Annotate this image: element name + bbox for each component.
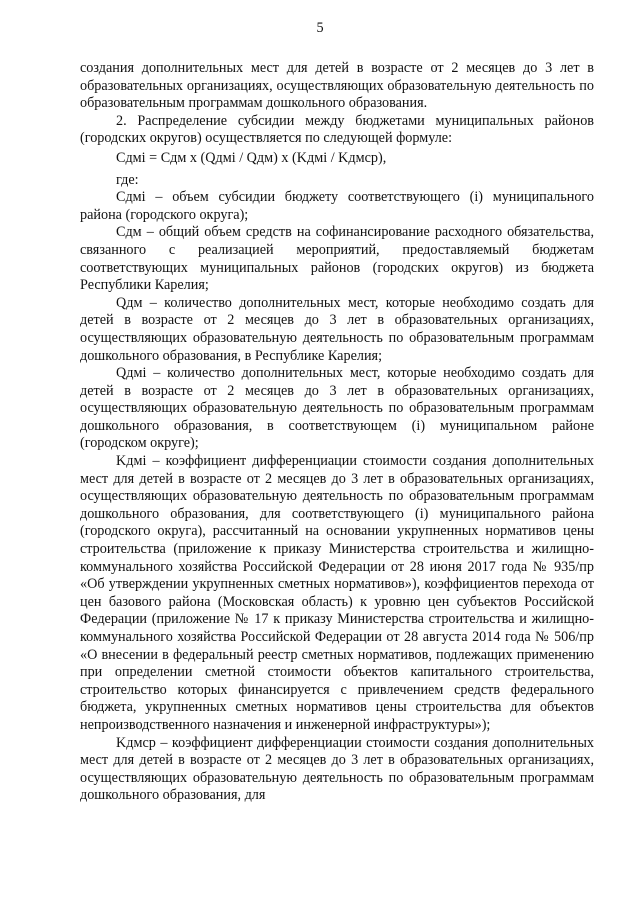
definition-qdm: Qдм – количество дополнительных мест, которые необходимо создать для детей в возрасте от 2 месяцев до 3 лет в образовательных организациях, осуществляющих образовательную деятельность по образовательным программам дошкольного образования, в Республике Карелия;: [80, 294, 594, 364]
definition-qdmi: Qдмi – количество дополнительных мест, которые необходимо создать для детей в возрасте от 2 месяцев до 3 лет в образовательных организациях, осуществляющих образовательную деятельность по образовательным программам дошкольного образования, в соответствующем (i) муниципальном районе (городском округе);: [80, 365, 594, 452]
definition-kdmi: Kдмi – коэффициент дифференциации стоимости создания дополнительных мест для детей в возрасте от 2 месяцев до 3 лет в образовательных организациях, осуществляющих образовательную деятельность по образовательным программам дошкольного образования, для соответствующего (i) муниципального района (городского округа), рассчитанный на основании укрупненных нормативов цены строительства (приложение к приказу Министерства строительства и жилищно-коммунального хозяйства Российской Федерации от 28 июня 2017 года № 935/пр «Об утверждении укрупненных сметных нормативов»), коэффициентов перехода от цен базового района (Московская область) к уровню цен субъектов Российской Федерации (приложение № 17 к приказу Министерства строительства и жилищно-коммунального хозяйства Российской Федерации от 28 августа 2014 года № 506/пр «О внесении в федеральный реестр сметных нормативов, подлежащих применению при определении сметной стоимости объектов капитального строительства, строительство которых финансируется с привлечением средств федерального бюджета, укрупненных сметных нормативов цены строительства для объектов непроизводственного назначения и инженерной инфраструктуры»);: [80, 453, 594, 733]
page-number: 5: [316, 20, 324, 36]
document-body: [80, 60, 594, 805]
paragraph-continuation: создания дополнительных мест для детей в возрасте от 2 месяцев до 3 лет в образовательных организациях, осуществляющих образовательную деятельность по образовательным программам дошкольного образования.: [80, 60, 594, 112]
definition-kdmsr: Kдмср – коэффициент дифференциации стоимости создания дополнительных мест для детей в возрасте от 2 месяцев до 3 лет в образовательных организациях, осуществляющих образовательную деятельность по образовательным программам дошкольного образования, для: [80, 734, 594, 804]
paragraph-distribution-clause: 2. Распределение субсидии между бюджетами муниципальных районов (городских округов) осуществляется по следующей формуле:: [80, 112, 594, 147]
paragraph-where: где:: [116, 171, 139, 188]
definition-sdmi: Сдмi – объем субсидии бюджету соответствующего (i) муниципального района (городского округа);: [80, 189, 594, 223]
subsidy-formula: Сдмi = Сдм x (Qдмi / Qдм) x (Kдмi / Kдмср),: [116, 149, 387, 166]
definition-sdm: Сдм – общий объем средств на софинансирование расходного обязательства, связанного с реализацией мероприятий, предоставляемый бюджетам соответствующих муниципальных районов (городских округов) из бюджета Республики Карелия;: [80, 224, 594, 294]
